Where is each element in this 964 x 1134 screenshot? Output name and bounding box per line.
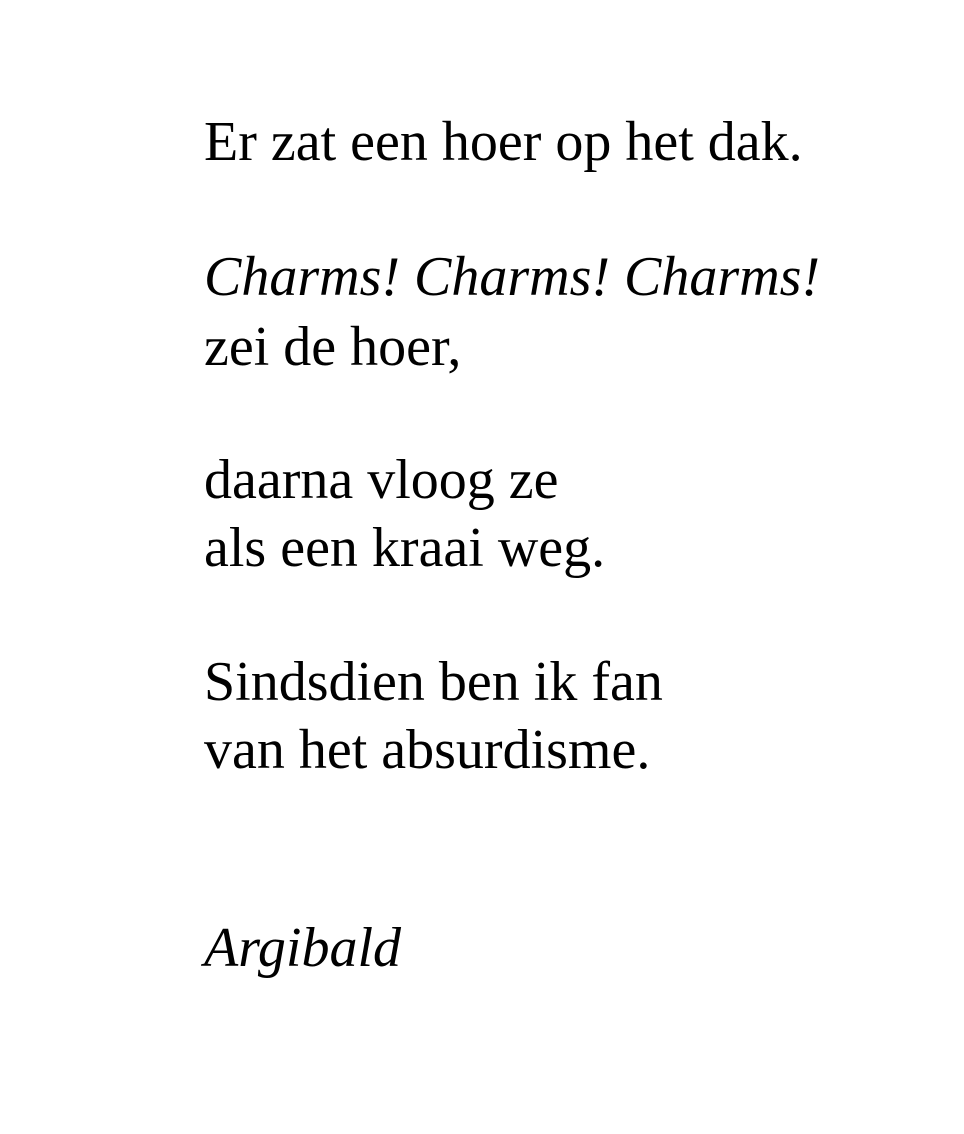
poem-line: Er zat een hoer op het dak. (204, 111, 803, 173)
poem-line: Sindsdien ben ik fan (204, 651, 663, 713)
poem-line: zei de hoer, (204, 316, 462, 378)
poem-line: daarna vloog ze (204, 449, 559, 511)
poem-line: als een kraai weg. (204, 517, 606, 579)
poem-line: van het absurdisme. (204, 719, 651, 781)
poem-line-exclamation: Charms! Charms! Charms! (204, 246, 821, 308)
author-signature: Argibald (204, 917, 402, 979)
